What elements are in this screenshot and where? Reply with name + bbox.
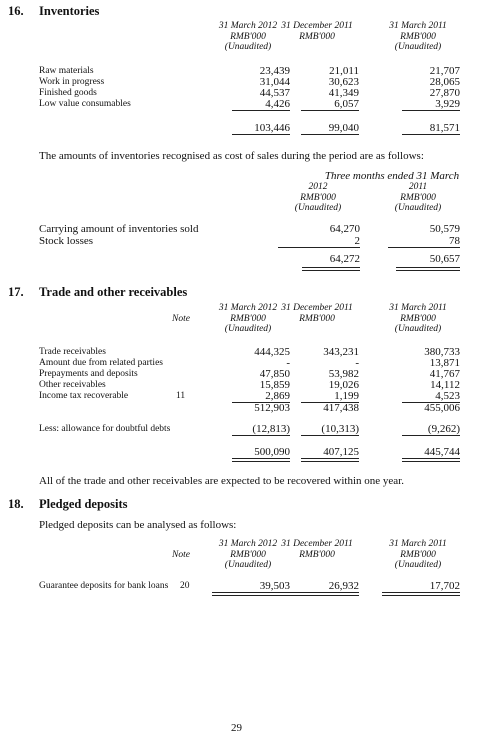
inventories-total-rule-2: [301, 134, 359, 135]
inventories-total-value-1: 103,446: [254, 122, 290, 134]
inventories-col3-header-line3: (Unaudited): [394, 42, 442, 52]
inventories-row2-value-3: 28,065: [429, 76, 460, 88]
inventories-row-label: Finished goods: [39, 88, 97, 98]
receivables-subtotal-value-2: 417,438: [323, 402, 359, 414]
inventories-total-rule-3: [402, 134, 460, 135]
pledged-col3-header-line1: 31 March 2011: [389, 539, 447, 549]
receivables-row-note: 11: [176, 391, 186, 401]
pledged-row-value-2: 26,932: [328, 580, 359, 592]
inventories-row-label: Work in progress: [39, 77, 105, 87]
cos-row2-value-1: 2: [354, 235, 360, 247]
inventories-row2-value-1: 31,044: [259, 76, 290, 88]
receivables-subtotal-value-3: 455,006: [424, 402, 460, 414]
allowance-value-1: (12,813): [252, 423, 290, 435]
cos-col2-header-line2: RMB'000: [400, 192, 436, 203]
receivables-subtotal-value-1: 512,903: [254, 402, 290, 414]
receivables-row5-value-2: 1,199: [334, 390, 359, 402]
cos-subtotal-rule-2: [388, 247, 460, 248]
inventories-total-value-2: 99,040: [328, 122, 359, 134]
receivables-row2-value-2: -: [355, 357, 359, 369]
inventories-col1-header-line3: (Unaudited): [224, 42, 272, 52]
receivables-recovery-paragraph: All of the trade and other receivables are expected to be recovered within one year.: [39, 475, 404, 487]
receivables-total-double-rule-3: [402, 458, 460, 462]
receivables-note-label: Note: [172, 314, 190, 324]
pledged-deposits-intro: Pledged deposits can be analysed as follows:: [39, 519, 237, 531]
inventories-col1-header-line1: 31 March 2012: [218, 21, 278, 31]
receivables-total-value-1: 500,090: [254, 446, 290, 458]
pledged-total-double-rule-1: [212, 592, 290, 596]
section-17-number: 17.: [8, 285, 24, 299]
cos-total-value-2: 50,657: [429, 253, 460, 265]
inventories-col2-header-line2: RMB'000: [299, 31, 335, 42]
receivables-row-label: Income tax recoverable: [39, 391, 129, 401]
inventories-row-label: Raw materials: [39, 66, 94, 76]
receivables-col3-header-line2: RMB'000: [400, 313, 436, 324]
allowance-value-3: (9,262): [427, 423, 460, 435]
receivables-col1-header-line2: RMB'000: [230, 313, 266, 324]
inventories-cost-paragraph: The amounts of inventories recognised as cost of sales during the period are as follows:: [39, 150, 424, 162]
inventories-row3-value-2: 41,349: [328, 87, 359, 99]
receivables-row2-value-1: -: [286, 357, 290, 369]
inventories-total-rule-1: [232, 134, 290, 135]
pledged-col1-header-line3: (Unaudited): [224, 560, 272, 570]
inventories-subtotal-rule-1: [232, 110, 290, 111]
pledged-total-double-rule-3: [382, 592, 460, 596]
allowance-label: Less: allowance for doubtful debts: [39, 424, 171, 434]
receivables-row3-value-2: 53,982: [328, 368, 359, 380]
cos-col1-header-line1: 2012: [308, 182, 328, 192]
receivables-col3-header-line1: 31 March 2011: [389, 303, 447, 313]
receivables-row5-value-1: 2,869: [265, 390, 290, 402]
receivables-row2-value-3: 13,871: [429, 357, 460, 369]
receivables-row1-value-1: 444,325: [254, 346, 290, 358]
inventories-subtotal-rule-3: [402, 110, 460, 111]
receivables-row3-value-1: 47,850: [259, 368, 290, 380]
inventories-row4-value-2: 6,057: [334, 98, 359, 110]
inventories-total-value-3: 81,571: [429, 122, 460, 134]
cos-row-label: Stock losses: [39, 235, 94, 247]
inventories-row3-value-3: 27,870: [429, 87, 460, 99]
pledged-row-note: 20: [180, 581, 190, 591]
pledged-row-value-1: 39,503: [259, 580, 290, 592]
section-16-number: 16.: [8, 4, 24, 18]
pledged-row-label: Guarantee deposits for bank loans: [39, 581, 169, 591]
cos-row-label: Carrying amount of inventories sold: [39, 223, 199, 235]
cos-subtotal-rule-1: [278, 247, 360, 248]
pledged-col2-header-line2: RMB'000: [299, 549, 335, 560]
cos-col1-header-line2: RMB'000: [300, 192, 336, 203]
cos-row1-value-1: 64,270: [329, 223, 360, 235]
allowance-rule-2: [301, 435, 359, 436]
allowance-rule-3: [402, 435, 460, 436]
receivables-total-double-rule-1: [232, 458, 290, 462]
receivables-col2-header-line1: 31 December 2011: [281, 303, 353, 313]
cos-header-top: Three months ended 31 March: [324, 170, 460, 182]
receivables-row-label: Trade receivables: [39, 347, 106, 357]
cos-total-double-rule-2: [396, 267, 460, 271]
inventories-row-label: Low value consumables: [39, 99, 131, 109]
section-17-title: Trade and other receivables: [39, 285, 188, 299]
receivables-row-label: Other receivables: [39, 380, 106, 390]
cos-col2-header-line1: 2011: [408, 182, 428, 192]
pledged-col1-header-line2: RMB'000: [230, 549, 266, 560]
inventories-row2-value-2: 30,623: [328, 76, 359, 88]
cos-col1-header-line3: (Unaudited): [294, 203, 342, 213]
receivables-row1-value-3: 380,733: [424, 346, 460, 358]
receivables-row4-value-1: 15,859: [259, 379, 290, 391]
receivables-col1-header-line1: 31 March 2012: [218, 303, 278, 313]
receivables-col2-header-line2: RMB'000: [299, 313, 335, 324]
inventories-col3-header-line2: RMB'000: [400, 31, 436, 42]
section-16-title: Inventories: [39, 4, 100, 18]
inventories-col3-header-line1: 31 March 2011: [389, 21, 447, 31]
pledged-row-value-3: 17,702: [429, 580, 460, 592]
pledged-col1-header-line1: 31 March 2012: [218, 539, 278, 549]
receivables-row-label: Amount due from related parties: [39, 358, 163, 368]
inventories-row3-value-1: 44,537: [259, 87, 290, 99]
receivables-total-double-rule-2: [301, 458, 359, 462]
pledged-col2-header-line1: 31 December 2011: [281, 539, 353, 549]
receivables-total-value-2: 407,125: [323, 446, 359, 458]
section-18-number: 18.: [8, 497, 24, 511]
receivables-col1-header-line3: (Unaudited): [224, 324, 272, 334]
pledged-col3-header-line3: (Unaudited): [394, 560, 442, 570]
inventories-row1-value-1: 23,439: [259, 65, 290, 77]
receivables-row-label: Prepayments and deposits: [39, 369, 138, 379]
receivables-row4-value-2: 19,026: [328, 379, 359, 391]
allowance-value-2: (10,313): [321, 423, 359, 435]
allowance-rule-1: [232, 435, 290, 436]
cos-row2-value-2: 78: [449, 235, 460, 247]
receivables-col3-header-line3: (Unaudited): [394, 324, 442, 334]
inventories-row1-value-3: 21,707: [429, 65, 460, 77]
receivables-row4-value-3: 14,112: [430, 379, 460, 391]
section-18-title: Pledged deposits: [39, 497, 128, 511]
pledged-total-double-rule-2: [281, 592, 359, 596]
pledged-note-label: Note: [172, 550, 190, 560]
cos-total-double-rule-1: [302, 267, 360, 271]
pledged-col3-header-line2: RMB'000: [400, 549, 436, 560]
cos-col2-header-line3: (Unaudited): [394, 203, 442, 213]
inventories-row4-value-1: 4,426: [265, 98, 290, 110]
receivables-total-value-3: 445,744: [424, 446, 460, 458]
receivables-row3-value-3: 41,767: [429, 368, 460, 380]
inventories-subtotal-rule-2: [301, 110, 359, 111]
inventories-row4-value-3: 3,929: [435, 98, 460, 110]
cos-row1-value-2: 50,579: [429, 223, 460, 235]
inventories-col2-header-line1: 31 December 2011: [281, 21, 353, 31]
inventories-row1-value-2: 21,011: [329, 65, 359, 77]
receivables-row5-value-3: 4,523: [435, 390, 460, 402]
page-number: 29: [231, 722, 242, 734]
inventories-col1-header-line2: RMB'000: [230, 31, 266, 42]
cos-total-value-1: 64,272: [329, 253, 360, 265]
receivables-row1-value-2: 343,231: [323, 346, 359, 358]
